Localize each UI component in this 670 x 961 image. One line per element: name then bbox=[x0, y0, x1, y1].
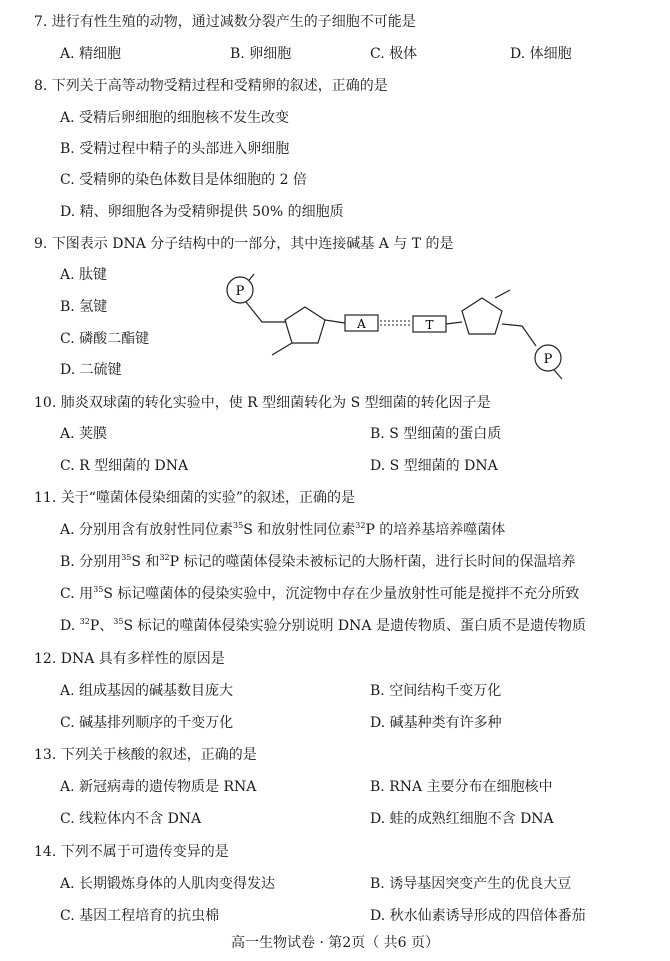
question-14-option-b: B. 诱导基因突变产生的优良大豆 bbox=[370, 876, 572, 892]
question-7-option-b: B. 卵细胞 bbox=[230, 46, 292, 62]
question-11-option-d: D. $^{32}$P、$^{35}$S 标记的噬菌体侵染实验分别说明 DNA 是遗传物质、蛋白质不是遗传物质 bbox=[60, 617, 586, 634]
question-10-stem: 10. 肺炎双球菌的转化实验中，使 R 型细菌转化为 S 型细菌的转化因子是 bbox=[34, 395, 491, 411]
question-11-option-b: B. 分别用$^{35}$S 和$^{32}$P 标记的噬菌体侵染未被标记的大肠杆菌，进行长时间的保温培养 bbox=[60, 553, 576, 570]
question-10-option-c: C. R 型细菌的 DNA bbox=[60, 458, 189, 474]
question-14-option-a: A. 长期锻炼身体的人肌肉变得发达 bbox=[60, 876, 276, 892]
question-8-option-b: B. 受精过程中精子的头部进入卵细胞 bbox=[60, 141, 290, 157]
question-11-option-c: C. 用$^{35}$S 标记噬菌体的侵染实验中，沉淀物中存在少量放射性可能是搅拌不充分所致 bbox=[60, 585, 580, 602]
question-11-option-a: A. 分别用含有放射性同位素$^{35}$S 和放射性同位素$^{32}$P 的培养基培养噬菌体 bbox=[60, 521, 506, 538]
question-8-option-c: C. 受精卵的染色体数目是体细胞的 2 倍 bbox=[60, 172, 307, 188]
base-t-label: T bbox=[425, 318, 434, 332]
question-14-option-c: C. 基因工程培育的抗虫棉 bbox=[60, 908, 220, 924]
question-12-option-a: A. 组成基因的碱基数目庞大 bbox=[60, 683, 234, 699]
question-14-stem: 14. 下列不属于可遗传变异的是 bbox=[34, 844, 229, 860]
deoxyribose-right bbox=[462, 298, 502, 334]
sugar-side-line-left bbox=[272, 343, 292, 355]
question-9-stem: 9. 下图表示 DNA 分子结构中的一部分，其中连接碱基 A 与 T 的是 bbox=[34, 236, 454, 252]
question-13-option-b: B. RNA 主要分布在细胞核中 bbox=[370, 779, 553, 795]
question-13-option-a: A. 新冠病毒的遗传物质是 RNA bbox=[60, 779, 257, 795]
question-13-stem: 13. 下列关于核酸的叙述，正确的是 bbox=[34, 747, 257, 763]
question-10-option-d: D. S 型细菌的 DNA bbox=[370, 458, 498, 474]
question-7-option-a: A. 精细胞 bbox=[60, 46, 122, 62]
phosphate-label-top: P bbox=[235, 284, 245, 299]
question-13-option-d: D. 蛙的成熟红细胞不含 DNA bbox=[370, 811, 554, 827]
backbone-line-left bbox=[246, 302, 286, 322]
page-footer: 高一生物试卷 · 第2页（ 共6 页） bbox=[230, 935, 440, 951]
question-9-option-d: D. 二硫键 bbox=[60, 362, 122, 378]
question-9-option-b: B. 氢键 bbox=[60, 299, 108, 315]
backbone-line-right bbox=[502, 324, 536, 346]
dna-structure-figure bbox=[210, 260, 580, 385]
deoxyribose-left bbox=[285, 307, 325, 343]
question-11-stem: 11. 关于“噬菌体侵染细菌的实验”的叙述，正确的是 bbox=[34, 490, 356, 506]
question-13-option-c: C. 线粒体内不含 DNA bbox=[60, 811, 202, 827]
question-12-option-b: B. 空间结构千变万化 bbox=[370, 683, 502, 699]
question-8-option-a: A. 受精后卵细胞的细胞核不发生改变 bbox=[60, 110, 290, 126]
question-7-option-c: C. 极体 bbox=[370, 46, 418, 62]
question-10-option-b: B. S 型细菌的蛋白质 bbox=[370, 426, 502, 442]
question-14-option-d: D. 秋水仙素诱导形成的四倍体番茄 bbox=[370, 908, 586, 924]
question-12-option-d: D. 碱基种类有许多种 bbox=[370, 715, 502, 731]
base-a-label: A bbox=[357, 317, 366, 331]
sugar-side-line-right bbox=[495, 290, 510, 298]
question-12-option-c: C. 碱基排列顺序的千变万化 bbox=[60, 715, 234, 731]
question-10-option-a: A. 荚膜 bbox=[60, 426, 108, 442]
question-9-option-c: C. 磷酸二酯键 bbox=[60, 331, 150, 347]
question-12-stem: 12. DNA 具有多样性的原因是 bbox=[34, 651, 225, 667]
question-7-option-d: D. 体细胞 bbox=[510, 46, 572, 62]
phosphate-label-bottom: P bbox=[543, 352, 553, 367]
question-8-stem: 8. 下列关于高等动物受精过程和受精卵的叙述，正确的是 bbox=[34, 78, 388, 94]
question-9-option-a: A. 肽键 bbox=[60, 267, 108, 283]
question-8-option-d: D. 精、卵细胞各为受精卵提供 50% 的细胞质 bbox=[60, 204, 344, 220]
question-7-stem: 7. 进行有性生殖的动物，通过减数分裂产生的子细胞不可能是 bbox=[34, 14, 416, 30]
